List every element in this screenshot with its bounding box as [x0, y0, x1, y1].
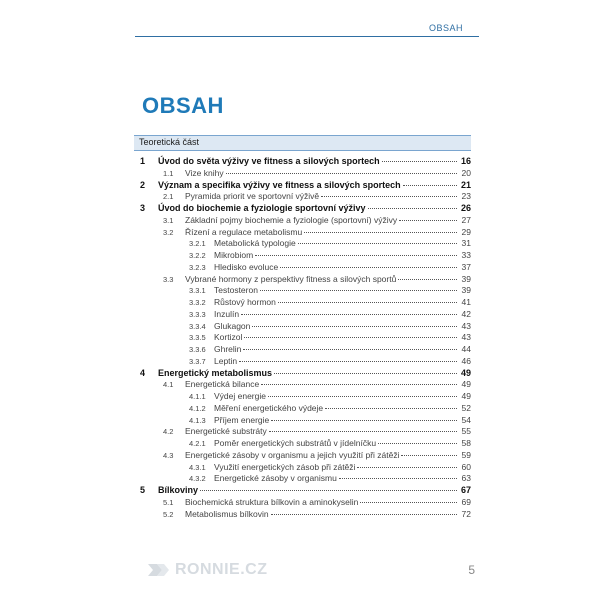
dot-leader	[255, 255, 457, 256]
toc-entry-number: 3.2.2	[189, 251, 206, 260]
toc-entry-line	[214, 262, 471, 274]
toc-entry-number: 5.2	[163, 509, 174, 519]
toc-section-row[interactable]	[134, 426, 471, 438]
section-heading: Teoretická část	[139, 137, 200, 147]
toc-entry-title: Inzulín	[214, 308, 240, 319]
toc-section-row[interactable]	[134, 379, 471, 391]
toc-entry-title: Příjem energie	[214, 414, 270, 425]
toc-entry-number: 1	[140, 156, 146, 166]
toc-entry-line	[214, 250, 471, 262]
dot-leader	[200, 490, 457, 491]
dot-leader	[274, 373, 457, 374]
toc-entry-line	[185, 497, 471, 509]
toc-entry-title: Glukagon	[214, 320, 251, 331]
logo-text: RONNIE.CZ	[175, 561, 268, 578]
toc-entry-page: 39	[461, 273, 471, 284]
toc-entry-title: Mikrobiom	[214, 250, 254, 260]
ronnie-logo-icon	[148, 563, 170, 577]
toc-entry-line	[185, 426, 471, 438]
toc-entry-page: 49	[461, 391, 471, 401]
toc-entry-page: 67	[460, 485, 471, 495]
toc-entry-page: 39	[461, 285, 471, 296]
page-title: OBSAH	[142, 93, 224, 118]
toc-section-row[interactable]	[134, 450, 471, 462]
toc-entry-page: 60	[461, 461, 471, 472]
toc-entry-line	[214, 238, 471, 250]
dot-leader	[357, 467, 457, 468]
toc-entry-page: 49	[460, 367, 471, 378]
toc-chapter-row[interactable]	[134, 203, 471, 215]
toc-entry-title: Energetické substráty	[185, 426, 267, 437]
toc-entry-page: 20	[461, 167, 471, 178]
dot-leader	[244, 337, 457, 338]
toc-entry-title: Měření energetického výdeje	[214, 402, 324, 413]
toc-entry-title: Řízení a regulace metabolismu	[185, 226, 303, 237]
toc-entry-number: 2.1	[163, 192, 174, 202]
dot-leader	[271, 514, 457, 515]
toc-entry-line	[185, 509, 471, 521]
toc-entry-title: Leptin	[214, 355, 238, 366]
toc-entry-page: 26	[460, 203, 471, 213]
toc-entry-number: 3.2.3	[189, 262, 206, 272]
toc-entry-page: 54	[461, 414, 471, 425]
toc-entry-page: 55	[461, 426, 471, 437]
toc-subsection-row[interactable]	[134, 473, 471, 485]
running-header: OBSAH	[428, 23, 463, 33]
toc-entry-title: Testosteron	[214, 285, 258, 296]
toc-entry-page: 72	[461, 508, 471, 519]
dot-leader	[398, 279, 457, 280]
toc-entry-page: 27	[461, 214, 471, 225]
toc-subsection-row[interactable]	[134, 297, 471, 309]
toc-entry-line	[214, 285, 471, 297]
toc-section-row[interactable]	[134, 168, 471, 180]
dot-leader	[304, 232, 457, 233]
toc-entry-page: 42	[461, 308, 471, 319]
toc-entry-title: Metabolická typologie	[214, 238, 296, 249]
toc-entry-number: 3.3.1	[189, 286, 206, 296]
toc-entry-number: 4.3.1	[189, 462, 206, 472]
toc-subsection-row[interactable]	[134, 403, 471, 415]
toc-section-row[interactable]	[134, 509, 471, 521]
toc-entry-line	[214, 462, 471, 474]
toc-entry-number: 4	[140, 367, 146, 378]
header-rule	[135, 36, 479, 37]
toc-entry-line	[158, 368, 471, 380]
toc-subsection-row[interactable]	[134, 391, 471, 403]
toc-entry-title: Využití energetických zásob při zátěži	[214, 461, 356, 472]
toc-entry-page: 58	[461, 438, 471, 448]
toc-entry-page: 43	[461, 320, 471, 331]
dot-leader	[298, 243, 457, 244]
toc-chapter-row[interactable]	[134, 485, 471, 497]
dot-leader	[321, 196, 457, 197]
toc-entry-title: Bílkoviny	[158, 485, 199, 495]
toc-entry-page: 49	[461, 379, 471, 390]
toc-entry-title: Pyramida priorit ve sportovní výživě	[185, 191, 320, 202]
toc-entry-title: Energetická bilance	[185, 379, 260, 390]
toc-entry-line	[185, 227, 471, 239]
toc-entry-line	[214, 321, 471, 333]
toc-entry-number: 5	[140, 485, 146, 495]
toc-entry-line	[158, 203, 471, 215]
toc-entry-page: 43	[461, 332, 471, 343]
toc-entry-line	[214, 473, 471, 485]
toc-entry-number: 3.1	[163, 215, 174, 225]
toc-entry-title: Růstový hormon	[214, 297, 276, 307]
toc-section-row[interactable]	[134, 497, 471, 509]
toc-entry-number: 3.3.2	[189, 298, 206, 307]
toc-subsection-row[interactable]	[134, 262, 471, 274]
toc-entry-number: 4.1.1	[189, 392, 206, 401]
toc-subsection-row[interactable]	[134, 238, 471, 250]
toc-entry-number: 4.1	[163, 380, 174, 390]
toc-entry-title: Úvod do světa výživy ve fitness a silových sportech	[158, 156, 380, 166]
toc-entry-number: 3.3.3	[189, 309, 206, 319]
toc-entry-page: 44	[461, 344, 471, 354]
toc-subsection-row[interactable]	[134, 285, 471, 297]
toc-entry-title: Výdej energie	[214, 391, 266, 401]
toc-entry-line	[185, 379, 471, 391]
toc-entry-line	[185, 168, 471, 180]
toc-entry-number: 4.2.1	[189, 439, 206, 448]
toc-subsection-row[interactable]	[134, 415, 471, 427]
toc-chapter-row[interactable]	[134, 156, 471, 168]
toc-entry-number: 2	[140, 179, 146, 190]
toc-entry-line	[185, 215, 471, 227]
toc-entry-number: 4.3.2	[189, 474, 206, 484]
toc-chapter-row[interactable]	[134, 180, 471, 192]
toc-entry-title: Hledisko evoluce	[214, 261, 279, 272]
dot-leader	[268, 396, 457, 397]
table-of-contents	[134, 156, 471, 520]
dot-leader	[226, 173, 457, 174]
dot-leader	[252, 326, 457, 327]
toc-entry-title: Metabolismus bílkovin	[185, 508, 269, 519]
dot-leader	[243, 349, 457, 350]
toc-entry-line	[158, 485, 471, 497]
dot-leader	[403, 185, 457, 186]
dot-leader	[271, 420, 457, 421]
page-number: 5	[468, 563, 475, 577]
toc-section-row[interactable]	[134, 215, 471, 227]
toc-entry-number: 3.3.4	[189, 321, 206, 331]
toc-entry-number: 4.3	[163, 450, 174, 460]
toc-subsection-row[interactable]	[134, 250, 471, 262]
dot-leader	[339, 478, 457, 479]
toc-subsection-row[interactable]	[134, 344, 471, 356]
toc-entry-title: Poměr energetických substrátů v jídelníčku	[214, 438, 377, 448]
toc-entry-line	[214, 297, 471, 309]
dot-leader	[325, 408, 457, 409]
toc-entry-title: Vize knihy	[185, 167, 224, 178]
toc-entry-title: Biochemická struktura bílkovin a aminokyselin	[185, 496, 359, 507]
toc-entry-title: Vybrané hormony z perspektivy fitness a silových sportů	[185, 273, 397, 284]
toc-entry-line	[158, 156, 471, 168]
toc-entry-page: 37	[461, 261, 471, 272]
dot-leader	[401, 455, 457, 456]
toc-entry-title: Energetické zásoby v organismu	[214, 473, 337, 484]
publisher-logo	[148, 561, 268, 579]
toc-section-row[interactable]	[134, 227, 471, 239]
toc-entry-number: 3.2	[163, 227, 174, 237]
dot-leader	[360, 502, 457, 503]
toc-entry-number: 4.1.3	[189, 415, 206, 425]
toc-entry-number: 1.1	[163, 168, 174, 178]
toc-entry-number: 3.3.6	[189, 345, 206, 354]
toc-entry-page: 46	[461, 355, 471, 366]
toc-entry-line	[185, 191, 471, 203]
toc-entry-title: Základní pojmy biochemie a fyziologie (sportovní) výživy	[185, 214, 398, 225]
dot-leader	[241, 314, 457, 315]
toc-entry-title: Kortizol	[214, 332, 243, 343]
toc-chapter-row[interactable]	[134, 368, 471, 380]
toc-subsection-row[interactable]	[134, 438, 471, 450]
dot-leader	[278, 302, 457, 303]
toc-entry-line	[214, 309, 471, 321]
toc-entry-title: Energetický metabolismus	[158, 367, 273, 378]
dot-leader	[382, 161, 457, 162]
dot-leader	[269, 431, 457, 432]
toc-entry-title: Ghrelin	[214, 344, 242, 354]
toc-subsection-row[interactable]	[134, 309, 471, 321]
toc-entry-line	[214, 344, 471, 356]
toc-entry-line	[214, 403, 471, 415]
dot-leader	[399, 220, 457, 221]
toc-section-row[interactable]	[134, 191, 471, 203]
toc-subsection-row[interactable]	[134, 462, 471, 474]
toc-entry-number: 3.3.7	[189, 356, 206, 366]
toc-entry-number: 4.1.2	[189, 403, 206, 413]
toc-entry-line	[214, 356, 471, 368]
toc-entry-line	[214, 391, 471, 403]
toc-entry-line	[185, 274, 471, 286]
toc-subsection-row[interactable]	[134, 332, 471, 344]
toc-entry-page: 41	[461, 297, 471, 307]
toc-entry-line	[185, 450, 471, 462]
toc-entry-number: 3.3.5	[189, 333, 206, 343]
toc-entry-page: 69	[461, 496, 471, 507]
toc-entry-page: 29	[461, 226, 471, 237]
toc-entry-page: 52	[461, 402, 471, 413]
dot-leader	[260, 290, 457, 291]
toc-entry-title: Význam a specifika výživy ve fitness a silových sportech	[158, 179, 401, 190]
toc-entry-page: 21	[460, 179, 471, 190]
dot-leader	[378, 443, 457, 444]
toc-subsection-row[interactable]	[134, 321, 471, 333]
toc-entry-page: 23	[461, 191, 471, 202]
toc-entry-title: Úvod do biochemie a fyziologie sportovní výživy	[158, 203, 366, 213]
toc-entry-page: 59	[461, 449, 471, 460]
toc-entry-number: 3.3	[163, 274, 174, 284]
toc-entry-line	[214, 415, 471, 427]
toc-entry-line	[158, 180, 471, 192]
dot-leader	[368, 208, 457, 209]
toc-entry-number: 5.1	[163, 497, 174, 507]
toc-entry-page: 16	[460, 156, 471, 166]
toc-section-row[interactable]	[134, 274, 471, 286]
dot-leader	[280, 267, 457, 268]
toc-entry-page: 31	[461, 238, 471, 249]
toc-entry-line	[214, 332, 471, 344]
toc-entry-number: 3.2.1	[189, 239, 206, 249]
toc-entry-page: 63	[461, 473, 471, 484]
dot-leader	[261, 384, 457, 385]
toc-entry-number: 3	[140, 203, 146, 213]
toc-entry-number: 4.2	[163, 427, 174, 437]
dot-leader	[239, 361, 457, 362]
toc-entry-line	[214, 438, 471, 450]
toc-entry-page: 33	[461, 250, 471, 260]
toc-subsection-row[interactable]	[134, 356, 471, 368]
section-heading-bar	[134, 135, 471, 151]
toc-entry-title: Energetické zásoby v organismu a jejich využití při zátěži	[185, 449, 400, 460]
